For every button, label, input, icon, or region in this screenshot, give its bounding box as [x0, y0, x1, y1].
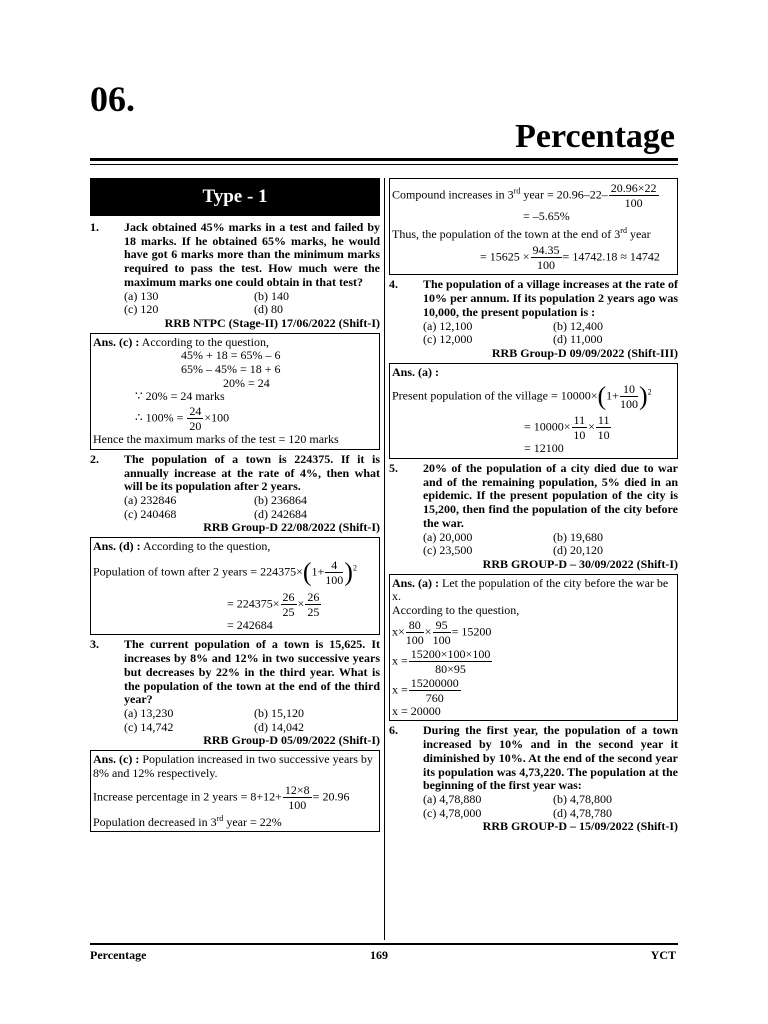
options [423, 793, 678, 820]
denominator: 10 [573, 428, 586, 443]
text: = 20.96 [312, 788, 350, 803]
question-number: 4. [389, 277, 398, 292]
solution-line [227, 590, 377, 619]
solution-line [480, 243, 675, 272]
denominator: 100 [405, 632, 424, 647]
text: Thus, the population of the town at the end of 3 [392, 226, 621, 241]
question-1 [90, 221, 380, 290]
option-c: (c) 240468 [124, 506, 177, 521]
options [124, 707, 380, 734]
solution-line: = 242684 [227, 617, 273, 632]
answer-intro: Population increased in two successive years by 8% and 12% respectively. [93, 752, 373, 780]
option-c: (c) 23,500 [423, 543, 473, 558]
solution-line [392, 181, 675, 210]
option-a: (a) 4,78,880 [423, 791, 482, 806]
numerator: 80 [406, 618, 424, 633]
question-number: 3. [90, 637, 99, 652]
exam-source: RRB Group-D 22/08/2022 (Shift-I) [203, 520, 380, 535]
options [124, 494, 380, 521]
option-d: (d) 14,042 [254, 719, 304, 734]
option-b: (b) 236864 [254, 492, 307, 507]
solution-line [93, 812, 377, 830]
fraction [433, 618, 451, 647]
question-number: 5. [389, 461, 398, 476]
denominator: 10 [597, 428, 610, 443]
answer-intro: According to the question, [143, 539, 271, 554]
question-2 [90, 453, 380, 494]
fraction [281, 590, 297, 619]
text: × [588, 419, 595, 434]
footer-chapter: Percentage [90, 948, 147, 962]
option-d: (d) 4,78,780 [553, 805, 612, 820]
text: x× [392, 624, 405, 639]
publisher-mark: YCT [650, 948, 676, 962]
question-text: The current population of a town is 15,625. It increases by 8% and 12% in two successive years but decreases by 22% in the third year. What is the population of the town at the end of the third year? [124, 637, 380, 707]
option-a: (a) 20,000 [423, 529, 473, 544]
solution-line: 65% – 45% = 18 + 6 [181, 362, 281, 377]
answer-box [389, 574, 678, 722]
fraction [305, 590, 321, 619]
solution-line: Hence the maximum marks of the test = 120 marks [93, 432, 339, 447]
text: year = 22% [223, 814, 282, 829]
exam-source: RRB GROUP-D – 30/09/2022 (Shift-I) [482, 556, 678, 571]
option-d: (d) 11,000 [553, 332, 603, 347]
option-d: (d) 242684 [254, 506, 307, 521]
fraction [406, 618, 424, 647]
solution-line: 45% + 18 = 65% – 6 [181, 348, 281, 363]
options [423, 531, 678, 558]
question-text: Jack obtained 45% marks in a test and failed by 18 marks. If he obtained 65% marks, he would have got 6 marks more than the minimum marks required to pass the test. How much were the maximum marks one could obtain in that test? [124, 220, 380, 289]
answer-label: Ans. (d) : [93, 539, 141, 554]
text: 1+ [606, 388, 619, 403]
column-divider [384, 178, 385, 940]
answer-box-continued [389, 178, 678, 275]
text: x = [392, 682, 408, 697]
question-number: 1. [90, 220, 99, 234]
text: Population decreased in 3 [93, 814, 217, 829]
page-number: 169 [370, 948, 388, 962]
question-3 [90, 638, 380, 707]
options [423, 320, 678, 347]
text: Increase percentage in 2 years = 8+12+ [93, 788, 282, 803]
type-heading: Type - 1 [90, 178, 380, 216]
text: = 15625 × [480, 249, 530, 264]
option-b: (b) 12,400 [553, 318, 603, 333]
options [124, 290, 380, 317]
text: year [626, 226, 651, 241]
fraction [283, 783, 312, 812]
solution-line: = 12100 [524, 441, 564, 456]
question-text: 20% of the population of a city died due to war and of the remaining population, 5% died in an epidemic. If the present population of the city is 15,200, then find the population of the city before the war. [423, 461, 678, 530]
solution-line [392, 224, 675, 242]
solution-line: Present population of the village = 10000×(1+ $\frac{10}{100}$ )$^2$ [392, 381, 652, 412]
option-a: (a) 232846 [124, 492, 177, 507]
option-c: (c) 14,742 [124, 719, 174, 734]
solution-line [392, 647, 675, 676]
question-text: The population of a village increases at the rate of 10% per annum. If its population 2 years ago was 10,000, the present population is : [423, 277, 678, 319]
superscript: rd [620, 225, 627, 235]
exam-source: RRB Group-D 09/09/2022 (Shift-III) [491, 345, 678, 360]
text: × [297, 596, 305, 611]
solution-line: According to the question, [392, 603, 520, 618]
text: = 10000× [524, 419, 571, 434]
question-number: 2. [90, 451, 99, 466]
denominator: 100 [325, 572, 344, 587]
denominator: 100 [432, 632, 451, 647]
text: Compound increases in 3 [392, 187, 514, 202]
option-c: (c) 4,78,000 [423, 805, 482, 820]
solution-line [93, 783, 377, 812]
answer-label: Ans. (c) : [93, 334, 140, 349]
numerator: 24 [189, 404, 202, 419]
solution-line [392, 618, 675, 647]
exam-source: RRB GROUP-D – 15/09/2022 (Shift-I) [482, 819, 678, 834]
answer-label: Ans. (a) : [392, 364, 439, 379]
numerator: 15200×100×100 [410, 646, 491, 661]
fraction [187, 404, 203, 433]
text: = 14742.18 ≈ 14742 [562, 249, 660, 264]
fraction [572, 413, 588, 442]
denominator: 25 [282, 604, 295, 619]
superscript: rd [216, 813, 224, 823]
numerator: 94.35 [532, 243, 560, 258]
text: × [424, 624, 432, 639]
option-c: (c) 12,000 [423, 332, 473, 347]
text: ×100 [204, 410, 230, 425]
footer-rule [90, 943, 678, 945]
numerator: 26 [307, 589, 320, 604]
solution-line: x = 20000 [392, 703, 441, 718]
header-rule-thick [90, 158, 678, 161]
denominator: 80×95 [435, 661, 466, 676]
numerator: 11 [597, 413, 610, 428]
chapter-number: 06. [90, 79, 135, 119]
question-4 [389, 278, 678, 319]
answer-box [90, 333, 380, 450]
superscript: rd [513, 186, 521, 196]
answer-box [389, 363, 678, 459]
exponent: 2 [352, 563, 357, 573]
text: Population of town after 2 years = 224375× [93, 564, 303, 579]
option-a: (a) 130 [124, 288, 159, 303]
option-a: (a) 13,230 [124, 705, 174, 720]
denominator: 100 [619, 397, 638, 412]
exam-source: RRB NTPC (Stage-II) 17/06/2022 (Shift-I) [164, 315, 380, 330]
question-5 [389, 462, 678, 531]
answer-box [90, 537, 380, 635]
denominator: 25 [307, 604, 320, 619]
answer-intro: Let the population of the city before the war be x. [392, 575, 669, 604]
fraction [409, 647, 493, 676]
numerator: 11 [573, 413, 586, 428]
solution-line: 20% = 24 [223, 375, 270, 390]
exam-source: RRB Group-D 05/09/2022 (Shift-I) [203, 733, 380, 748]
fraction [409, 676, 461, 705]
question-text: The population of a town is 224375. If it is annually increase at the rate of 4%, then what will be its population after 2 years. [124, 451, 380, 494]
numerator: 20.96×22 [610, 181, 657, 195]
solution-line: = –5.65% [523, 209, 570, 223]
text: year = 20.96–22– [520, 187, 608, 202]
header-rule-thin [90, 164, 678, 165]
fraction [325, 558, 343, 587]
option-b: (b) 140 [254, 288, 289, 303]
numerator: 15200000 [410, 675, 459, 690]
numerator: 95 [433, 618, 451, 633]
option-c: (c) 120 [124, 302, 159, 317]
numerator: 26 [282, 589, 295, 604]
option-b: (b) 19,680 [553, 529, 603, 544]
option-b: (b) 4,78,800 [553, 791, 612, 806]
text: ∴ 100% = [135, 410, 184, 425]
answer-label: Ans. (a) : [392, 575, 439, 590]
numerator: 12×8 [284, 782, 310, 797]
solution-line [524, 413, 675, 442]
text: = 224375× [227, 596, 280, 611]
text: = 15200 [451, 624, 492, 639]
text: Present population of the village = 10000× [392, 388, 598, 403]
denominator: 100 [537, 258, 556, 273]
question-number: 6. [389, 723, 398, 738]
fraction [596, 413, 612, 442]
text: x = [392, 653, 408, 668]
option-a: (a) 12,100 [423, 318, 473, 333]
denominator: 760 [425, 690, 444, 705]
numerator: 10 [620, 382, 638, 397]
right-column [389, 178, 678, 836]
answer-intro: According to the question, [141, 334, 269, 349]
numerator: 4 [325, 558, 343, 573]
text: 1+ [311, 564, 325, 579]
denominator: 20 [189, 419, 202, 434]
fraction [620, 382, 638, 411]
left-column [90, 178, 380, 835]
solution-line: ∵ 20% = 24 marks [135, 389, 225, 404]
exponent: 2 [647, 387, 652, 397]
denominator: 100 [288, 797, 307, 812]
solution-line [392, 676, 675, 705]
solution-line: Population of town after 2 years = 224375×(1+ $\frac{4}{100}$ )$^2$ [93, 557, 357, 587]
question-text: During the first year, the population of a town increased by 10% and in the second year it diminished by 10%. At the end of the second year its population was 4,73,220. The population at the beginning of the first year was: [423, 723, 678, 793]
question-6 [389, 724, 678, 793]
answer-label: Ans. (c) : [93, 752, 140, 767]
chapter-title: Percentage [515, 118, 675, 155]
answer-box [90, 750, 380, 832]
fraction [531, 243, 562, 272]
denominator: 100 [624, 196, 643, 210]
option-d: (d) 20,120 [553, 543, 603, 558]
fraction [609, 181, 659, 210]
option-d: (d) 80 [254, 302, 283, 317]
option-b: (b) 15,120 [254, 705, 304, 720]
solution-line [135, 404, 377, 433]
